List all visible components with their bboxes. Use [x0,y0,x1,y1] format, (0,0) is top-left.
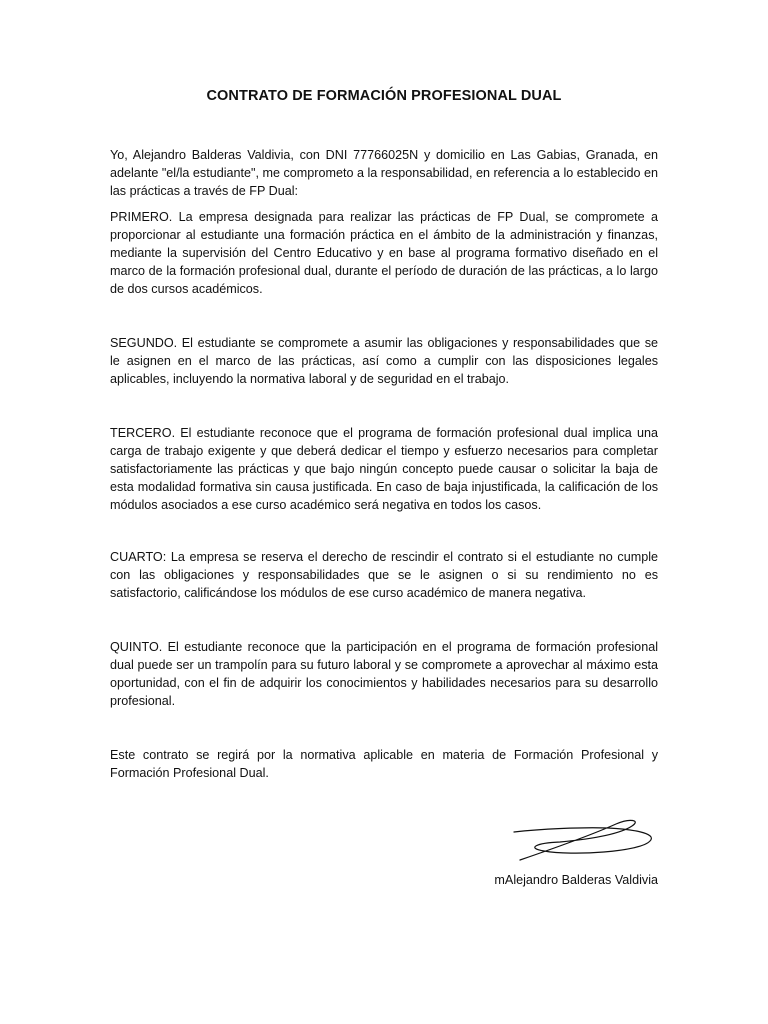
closing-paragraph: Este contrato se regirá por la normativa aplicable en materia de Formación Profesional y Formación Profesional Dual. [110,748,658,780]
clause-cuarto: CUARTO: La empresa se reserva el derecho de rescindir el contrato si el estudiante no cumple con las obligaciones y responsabilidades que se le asignen o si su rendimiento no es satisfactorio, calificándose los módulos de ese curso académico de manera negativa. [110,550,658,600]
document-title: CONTRATO DE FORMACIÓN PROFESIONAL DUAL [206,88,562,104]
signer-name: mAlejandro Balderas Valdivia [494,873,658,887]
clause-primero: PRIMERO. La empresa designada para realizar las prácticas de FP Dual, se compromete a proporcionar al estudiante una formación práctica en el ámbito de la administración y finanzas, mediante la supervisión del Centro Educativo y en base al programa formativo diseñado en el marco de la formación profesional dual, durante el período de duración de las prácticas, a lo largo de dos cursos académicos. [110,210,658,296]
signature-scribble [512,815,662,863]
clause-tercero: TERCERO. El estudiante reconoce que el programa de formación profesional dual implica una carga de trabajo exigente y que deberá dedicar el tiempo y esfuerzo necesarios para completar satisfactoriamente las prácticas y que bajo ningún concepto puede causar o solicitar la baja de esta modalidad formativa sin causa justificada. En caso de baja injustificada, la calificación de los módulos asociados a ese curso académico será negativa en todos los casos. [110,426,658,512]
clause-quinto: QUINTO. El estudiante reconoce que la participación en el programa de formación profesional dual puede ser un trampolín para su futuro laboral y se compromete a aprovechar al máximo esta oportunidad, con el fin de adquirir los conocimientos y habilidades necesarios para su desarrollo profesional. [110,640,658,708]
clause-segundo: SEGUNDO. El estudiante se compromete a asumir las obligaciones y responsabilidades que se le asignen en el marco de las prácticas, así como a cumplir con las disposiciones legales aplicables, incluyendo la normativa laboral y de seguridad en el trabajo. [110,336,658,386]
intro-paragraph: Yo, Alejandro Balderas Valdivia, con DNI 77766025N y domicilio en Las Gabias, Granada, en adelante "el/la estudiante", me comprometo a la responsabilidad, en referencia a lo establecido en las prácticas a través de FP Dual: [110,148,659,198]
